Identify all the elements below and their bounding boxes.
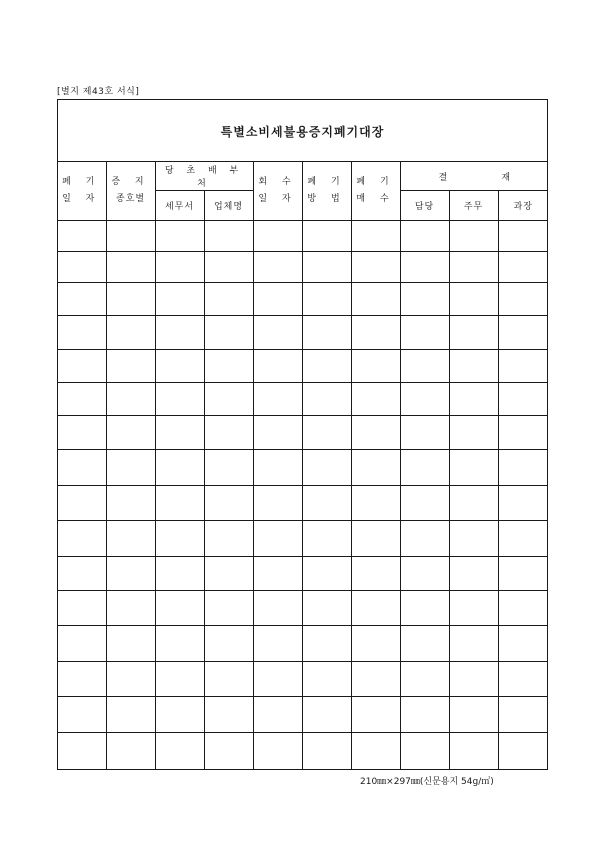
table-cell[interactable] <box>204 416 253 450</box>
table-cell[interactable] <box>155 221 204 252</box>
table-cell[interactable] <box>302 252 351 283</box>
table-cell[interactable] <box>253 662 302 697</box>
table-cell[interactable] <box>57 221 106 252</box>
header-stamp-type-line2: 종호별 <box>115 194 146 204</box>
table-cell[interactable] <box>204 697 253 733</box>
table-cell[interactable] <box>302 221 351 252</box>
table-cell[interactable] <box>449 591 498 626</box>
table-cell[interactable] <box>253 733 302 769</box>
table-cell[interactable] <box>498 557 548 591</box>
form-number: [별지 제43호 서식] <box>57 87 140 97</box>
paper-spec: 210㎜×297㎜(신문용지 54g/㎡) <box>360 777 494 787</box>
table-cell[interactable] <box>155 662 204 697</box>
table-cell[interactable] <box>204 626 253 662</box>
table-cell[interactable] <box>57 316 106 350</box>
table-cell[interactable] <box>400 486 449 521</box>
table-cell[interactable] <box>155 591 204 626</box>
table-cell[interactable] <box>351 316 400 350</box>
table-cell[interactable] <box>204 521 253 557</box>
table-cell[interactable] <box>57 450 106 486</box>
table-cell[interactable] <box>204 486 253 521</box>
table-cell[interactable] <box>253 486 302 521</box>
table-row <box>57 383 548 416</box>
table-cell[interactable] <box>498 450 548 486</box>
table-cell[interactable] <box>351 733 400 769</box>
table-cell[interactable] <box>400 521 449 557</box>
ledger-form <box>57 99 548 770</box>
table-cell[interactable] <box>498 697 548 733</box>
table-cell[interactable] <box>57 662 106 697</box>
header-role-officer: 담당 <box>400 191 449 221</box>
table-cell[interactable] <box>302 662 351 697</box>
table-cell[interactable] <box>253 283 302 316</box>
table-cell[interactable] <box>155 283 204 316</box>
table-cell[interactable] <box>253 591 302 626</box>
table-cell[interactable] <box>351 350 400 383</box>
table-row <box>57 316 548 350</box>
table-cell[interactable] <box>498 350 548 383</box>
table-cell[interactable] <box>498 221 548 252</box>
table-cell[interactable] <box>106 283 155 316</box>
table-cell[interactable] <box>400 221 449 252</box>
table-cell[interactable] <box>498 416 548 450</box>
table-row <box>57 416 548 450</box>
header-disposal-method-line2: 방 법 <box>307 194 346 204</box>
table-cell[interactable] <box>400 626 449 662</box>
header-disposal-method-line1: 폐 기 <box>307 177 346 187</box>
table-cell[interactable] <box>253 416 302 450</box>
table-cell[interactable] <box>106 697 155 733</box>
header-role-chief: 주무 <box>449 191 498 221</box>
header-disposal-date-line2: 일 자 <box>62 194 101 204</box>
table-cell[interactable] <box>351 557 400 591</box>
table-cell[interactable] <box>400 252 449 283</box>
table-cell[interactable] <box>106 350 155 383</box>
table-cell[interactable] <box>106 416 155 450</box>
table-cell[interactable] <box>449 221 498 252</box>
table-cell[interactable] <box>106 626 155 662</box>
ledger-table <box>57 161 548 769</box>
table-cell[interactable] <box>57 557 106 591</box>
table-cell[interactable] <box>106 221 155 252</box>
table-cell[interactable] <box>302 486 351 521</box>
table-cell[interactable] <box>302 733 351 769</box>
table-row <box>57 662 548 697</box>
table-cell[interactable] <box>302 316 351 350</box>
table-cell[interactable] <box>400 662 449 697</box>
table-cell[interactable] <box>400 316 449 350</box>
table-cell[interactable] <box>351 450 400 486</box>
table-cell[interactable] <box>204 252 253 283</box>
header-disposal-date-line1: 폐 기 <box>62 177 101 187</box>
table-cell[interactable] <box>106 521 155 557</box>
table-cell[interactable] <box>155 383 204 416</box>
table-cell[interactable] <box>400 557 449 591</box>
table-cell[interactable] <box>253 383 302 416</box>
table-cell[interactable] <box>204 450 253 486</box>
table-cell[interactable] <box>449 697 498 733</box>
header-disposal-method <box>302 162 351 221</box>
table-cell[interactable] <box>155 450 204 486</box>
header-stamp-type <box>106 162 155 221</box>
table-cell[interactable] <box>400 350 449 383</box>
table-cell[interactable] <box>204 733 253 769</box>
header-distributor: 당 초 배 부 처 <box>155 162 253 191</box>
table-cell[interactable] <box>498 283 548 316</box>
table-cell[interactable] <box>400 416 449 450</box>
table-cell[interactable] <box>57 383 106 416</box>
header-approval <box>400 162 548 191</box>
table-cell[interactable] <box>155 733 204 769</box>
table-cell[interactable] <box>106 252 155 283</box>
table-cell[interactable] <box>449 733 498 769</box>
table-cell[interactable] <box>155 416 204 450</box>
header-recovery-date-line1: 회 수 <box>258 177 297 187</box>
table-cell[interactable] <box>57 350 106 383</box>
table-cell[interactable] <box>400 283 449 316</box>
table-cell[interactable] <box>498 521 548 557</box>
table-cell[interactable] <box>449 557 498 591</box>
table-row <box>57 521 548 557</box>
header-role-manager: 과장 <box>498 191 548 221</box>
table-cell[interactable] <box>155 316 204 350</box>
table-cell[interactable] <box>155 521 204 557</box>
table-cell[interactable] <box>498 626 548 662</box>
table-cell[interactable] <box>498 316 548 350</box>
table-cell[interactable] <box>351 662 400 697</box>
header-recovery-date-line2: 일 자 <box>258 194 297 204</box>
table-cell[interactable] <box>449 662 498 697</box>
table-cell[interactable] <box>204 662 253 697</box>
table-cell[interactable] <box>155 350 204 383</box>
table-cell[interactable] <box>302 450 351 486</box>
table-cell[interactable] <box>302 350 351 383</box>
table-row <box>57 486 548 521</box>
table-row <box>57 697 548 733</box>
table-cell[interactable] <box>498 486 548 521</box>
table-row <box>57 221 548 252</box>
table-cell[interactable] <box>351 591 400 626</box>
table-cell[interactable] <box>498 662 548 697</box>
header-company: 업체명 <box>204 191 253 221</box>
table-cell[interactable] <box>204 221 253 252</box>
table-cell[interactable] <box>302 697 351 733</box>
table-cell[interactable] <box>449 350 498 383</box>
table-cell[interactable] <box>351 486 400 521</box>
table-cell[interactable] <box>253 626 302 662</box>
table-cell[interactable] <box>253 316 302 350</box>
table-row <box>57 252 548 283</box>
table-cell[interactable] <box>498 252 548 283</box>
table-cell[interactable] <box>106 486 155 521</box>
table-cell[interactable] <box>449 521 498 557</box>
table-cell[interactable] <box>106 450 155 486</box>
table-cell[interactable] <box>204 350 253 383</box>
table-cell[interactable] <box>155 486 204 521</box>
header-disposal-count <box>351 162 400 221</box>
table-cell[interactable] <box>106 383 155 416</box>
table-cell[interactable] <box>449 283 498 316</box>
table-cell[interactable] <box>155 252 204 283</box>
table-cell[interactable] <box>57 626 106 662</box>
table-cell[interactable] <box>449 450 498 486</box>
table-row <box>57 557 548 591</box>
table-cell[interactable] <box>302 416 351 450</box>
table-cell[interactable] <box>253 557 302 591</box>
table-cell[interactable] <box>253 450 302 486</box>
table-cell[interactable] <box>351 416 400 450</box>
table-cell[interactable] <box>57 283 106 316</box>
table-cell[interactable] <box>155 697 204 733</box>
table-cell[interactable] <box>106 316 155 350</box>
table-cell[interactable] <box>155 626 204 662</box>
table-cell[interactable] <box>57 591 106 626</box>
table-cell[interactable] <box>449 416 498 450</box>
table-cell[interactable] <box>449 626 498 662</box>
table-cell[interactable] <box>302 626 351 662</box>
table-cell[interactable] <box>351 221 400 252</box>
table-cell[interactable] <box>253 521 302 557</box>
table-cell[interactable] <box>253 350 302 383</box>
header-disposal-count-line2: 매 수 <box>356 194 395 204</box>
table-cell[interactable] <box>106 733 155 769</box>
table-cell[interactable] <box>106 557 155 591</box>
table-cell[interactable] <box>498 733 548 769</box>
header-disposal-date <box>57 162 106 221</box>
table-cell[interactable] <box>400 733 449 769</box>
table-cell[interactable] <box>57 486 106 521</box>
table-cell[interactable] <box>57 252 106 283</box>
table-cell[interactable] <box>204 383 253 416</box>
table-cell[interactable] <box>204 283 253 316</box>
table-cell[interactable] <box>351 283 400 316</box>
table-row <box>57 350 548 383</box>
table-cell[interactable] <box>400 383 449 416</box>
table-cell[interactable] <box>57 416 106 450</box>
header-disposal-count-line1: 폐 기 <box>356 177 395 187</box>
table-cell[interactable] <box>449 316 498 350</box>
page-title: 특별소비세불용증지폐기대장 <box>220 124 385 139</box>
table-cell[interactable] <box>253 221 302 252</box>
title-area <box>58 100 547 162</box>
table-cell[interactable] <box>498 591 548 626</box>
table-cell[interactable] <box>449 252 498 283</box>
table-cell[interactable] <box>351 697 400 733</box>
table-cell[interactable] <box>351 626 400 662</box>
header-tax-office: 세무서 <box>155 191 204 221</box>
table-cell[interactable] <box>302 283 351 316</box>
table-cell[interactable] <box>351 383 400 416</box>
table-cell[interactable] <box>155 557 204 591</box>
table-cell[interactable] <box>400 591 449 626</box>
table-cell[interactable] <box>351 521 400 557</box>
table-row <box>57 450 548 486</box>
table-cell[interactable] <box>302 383 351 416</box>
table-cell[interactable] <box>498 383 548 416</box>
table-row <box>57 733 548 769</box>
table-cell[interactable] <box>400 697 449 733</box>
header-stamp-type-line1: 증 지 <box>111 177 150 187</box>
table-cell[interactable] <box>400 450 449 486</box>
table-row <box>57 283 548 316</box>
table-cell[interactable] <box>253 252 302 283</box>
table-cell[interactable] <box>57 697 106 733</box>
table-cell[interactable] <box>449 383 498 416</box>
header-recovery-date <box>253 162 302 221</box>
table-cell[interactable] <box>57 733 106 769</box>
table-cell[interactable] <box>302 591 351 626</box>
table-cell[interactable] <box>57 521 106 557</box>
table-cell[interactable] <box>106 591 155 626</box>
table-cell[interactable] <box>449 486 498 521</box>
table-cell[interactable] <box>106 662 155 697</box>
table-row <box>57 626 548 662</box>
table-cell[interactable] <box>204 591 253 626</box>
header-approval-char1: 결 <box>438 172 448 183</box>
table-cell[interactable] <box>204 316 253 350</box>
header-approval-char2: 재 <box>501 172 511 183</box>
table-cell[interactable] <box>302 557 351 591</box>
table-cell[interactable] <box>302 521 351 557</box>
table-cell[interactable] <box>351 252 400 283</box>
table-cell[interactable] <box>253 697 302 733</box>
table-row <box>57 591 548 626</box>
table-cell[interactable] <box>204 557 253 591</box>
